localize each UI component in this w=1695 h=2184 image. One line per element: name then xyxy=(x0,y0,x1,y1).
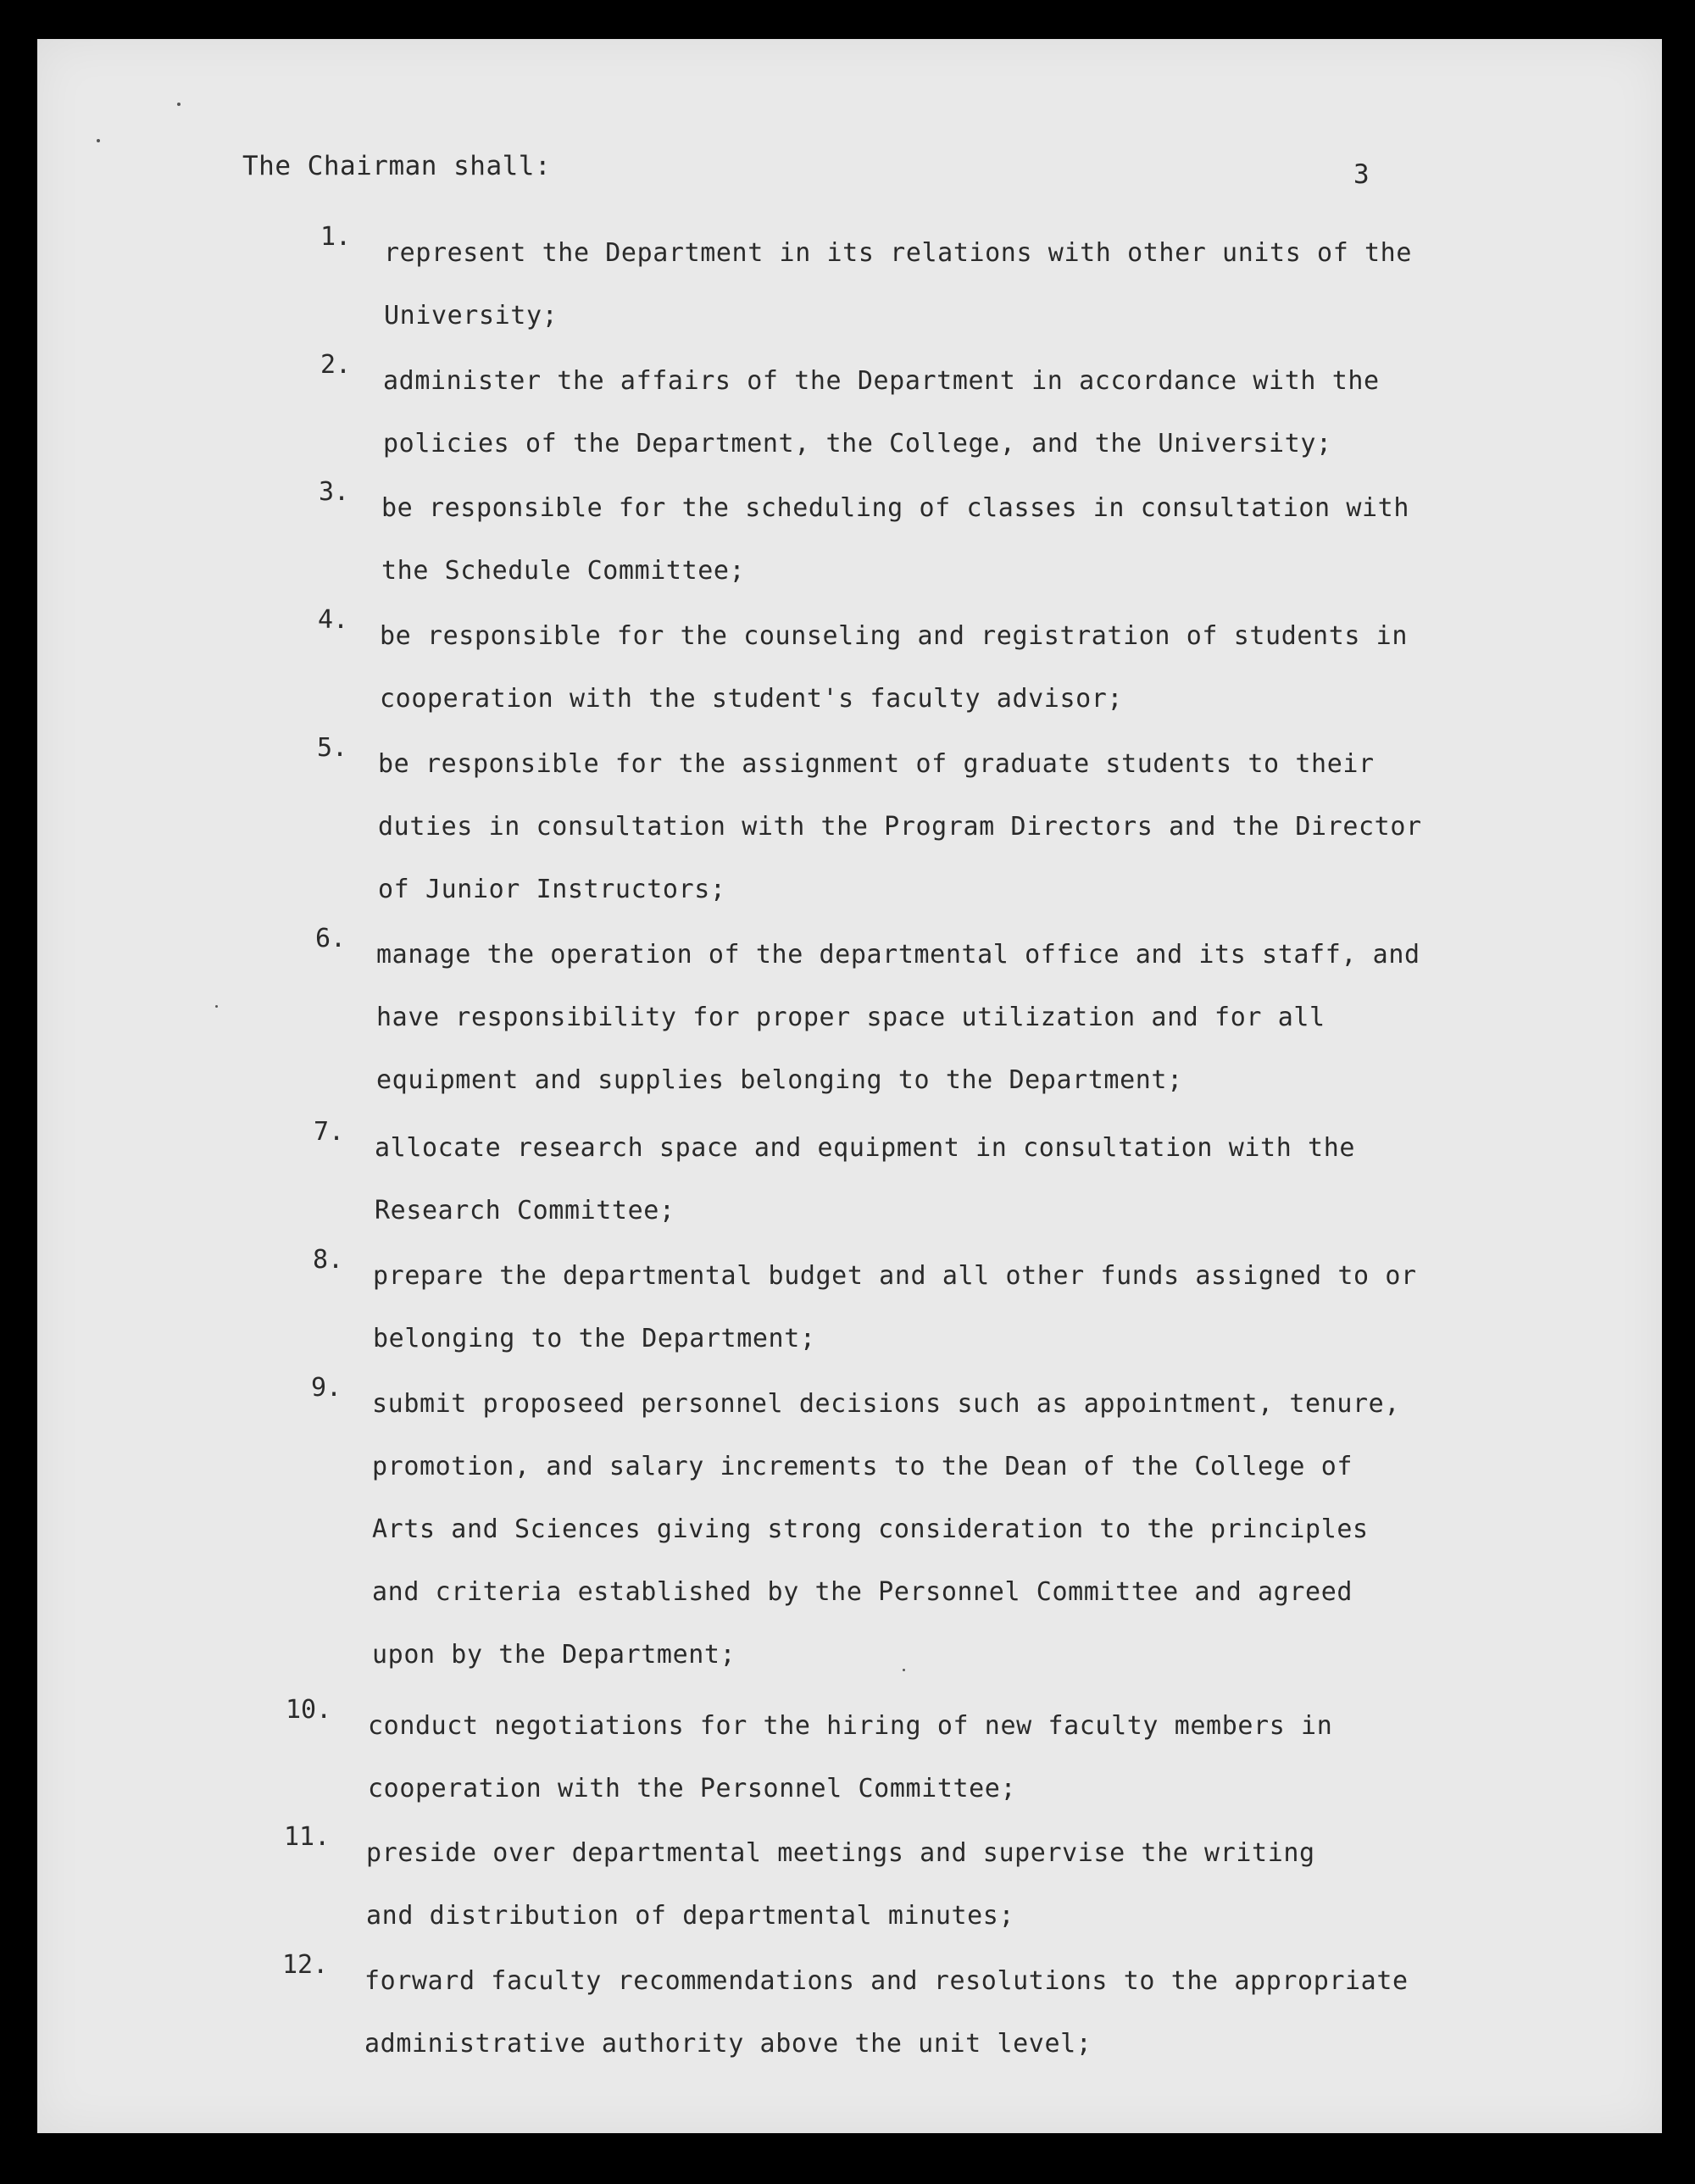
item-line: manage the operation of the departmental office and its staff, and xyxy=(376,940,1420,970)
item-text xyxy=(366,1822,1315,1948)
document-heading: The Chairman shall: xyxy=(242,151,552,181)
item-text xyxy=(378,733,1422,921)
item-line: have responsibility for proper space utilization and for all xyxy=(376,1003,1325,1032)
item-line: submit proposeed personnel decisions such as appointment, tenure, xyxy=(372,1389,1400,1419)
item-line: duties in consultation with the Program Directors and the Director xyxy=(378,812,1422,842)
item-line: the Schedule Committee; xyxy=(381,556,746,586)
item-number: 12. xyxy=(282,1950,329,1980)
item-number: 6. xyxy=(315,924,347,953)
item-line: cooperation with the student's faculty advisor; xyxy=(380,684,1124,714)
item-number: 10. xyxy=(286,1695,332,1725)
item-line: be responsible for the counseling and registration of students in xyxy=(380,621,1408,651)
item-line: and distribution of departmental minutes; xyxy=(366,1901,1015,1931)
item-number: 11. xyxy=(284,1822,331,1852)
item-number: 9. xyxy=(311,1373,342,1403)
item-line: University; xyxy=(384,301,559,331)
page-number: 3 xyxy=(1353,159,1370,190)
item-text xyxy=(376,924,1420,1112)
item-number: 5. xyxy=(317,733,348,763)
item-line: Research Committee; xyxy=(375,1196,675,1225)
item-line: upon by the Department; xyxy=(372,1640,736,1670)
item-text xyxy=(375,1117,1355,1242)
item-line: conduct negotiations for the hiring of new faculty members in xyxy=(368,1711,1333,1741)
item-text xyxy=(373,1245,1417,1370)
item-number: 2. xyxy=(320,350,352,380)
paper-speck xyxy=(215,1005,218,1008)
item-number: 1. xyxy=(320,222,352,252)
item-number: 8. xyxy=(313,1245,344,1275)
item-line: equipment and supplies belonging to the Department; xyxy=(376,1065,1183,1095)
item-line: be responsible for the assignment of graduate students to their xyxy=(378,749,1375,779)
item-number: 4. xyxy=(318,605,349,635)
item-text xyxy=(372,1373,1400,1687)
item-line: of Junior Instructors; xyxy=(378,875,726,904)
item-line: preside over departmental meetings and supervise the writing xyxy=(366,1838,1315,1868)
item-line: promotion, and salary increments to the Dean of the College of xyxy=(372,1452,1353,1481)
item-number: 3. xyxy=(319,477,350,507)
item-line: administrative authority above the unit level; xyxy=(364,2029,1092,2059)
item-line: policies of the Department, the College, and the University; xyxy=(383,429,1332,458)
item-text xyxy=(368,1695,1332,1820)
item-line: be responsible for the scheduling of classes in consultation with xyxy=(381,493,1409,523)
item-line: represent the Department in its relations with other units of the xyxy=(384,238,1412,268)
item-line: forward faculty recommendations and resolutions to the appropriate xyxy=(364,1966,1409,1996)
item-line: cooperation with the Personnel Committee; xyxy=(368,1774,1017,1803)
item-line: administer the affairs of the Department in accordance with the xyxy=(383,366,1380,396)
item-line: Arts and Sciences giving strong consideration to the principles xyxy=(372,1514,1369,1544)
item-line: prepare the departmental budget and all other funds assigned to or xyxy=(373,1261,1417,1291)
item-text xyxy=(383,350,1380,475)
item-text xyxy=(381,477,1409,603)
item-text xyxy=(384,222,1412,347)
item-line: and criteria established by the Personnel Committee and agreed xyxy=(372,1577,1353,1607)
item-line: allocate research space and equipment in consultation with the xyxy=(375,1133,1356,1163)
item-text xyxy=(364,1950,1409,2076)
item-number: 7. xyxy=(314,1117,345,1147)
item-text xyxy=(380,605,1408,731)
item-line: belonging to the Department; xyxy=(373,1324,816,1353)
paper-speck xyxy=(97,139,100,142)
paper-speck xyxy=(177,103,181,106)
